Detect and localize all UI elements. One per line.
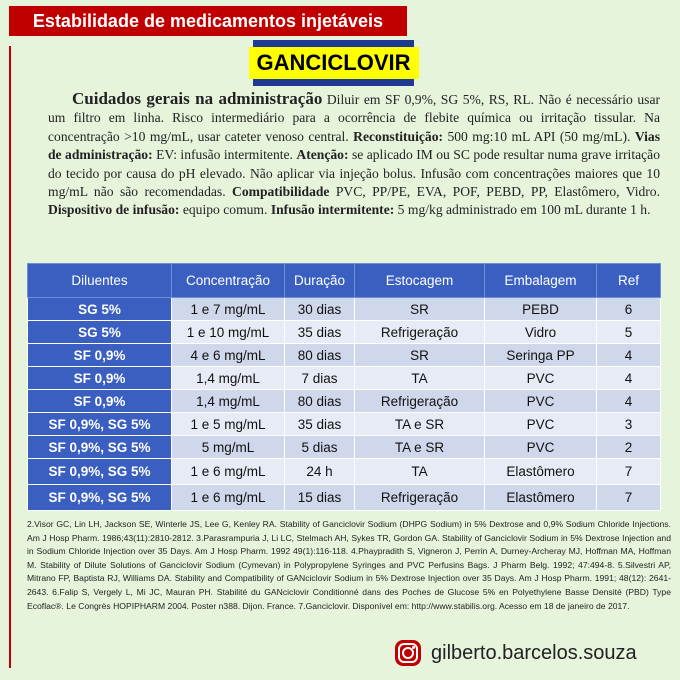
cell-estocagem: TA e SR [355,413,485,436]
left-accent-bar [9,46,11,668]
instagram-icon [395,640,421,666]
header-embalagem: Embalagem [485,264,597,298]
drug-name-box [253,40,414,86]
cell-estocagem: TA [355,459,485,485]
cell-duracao: 24 h [285,459,355,485]
header-ref: Ref [597,264,661,298]
cell-diluente: SF 0,9% [28,367,172,390]
table-row [28,459,661,485]
administration-heading: Cuidados gerais na administração [72,89,323,108]
table-row [28,321,661,344]
cell-ref: 7 [597,485,661,511]
cell-embalagem: Elastômero [485,485,597,511]
cell-embalagem: Elastômero [485,459,597,485]
administration-text [48,90,660,220]
vias-label: Vias de administração: [48,128,660,163]
header-estocagem: Estocagem [355,264,485,298]
cell-diluente: SG 5% [28,321,172,344]
cell-ref: 5 [597,321,661,344]
cell-estocagem: TA [355,367,485,390]
disp-label: Dispositivo de infusão: [48,202,180,218]
stability-table [27,263,661,511]
cell-diluente: SF 0,9%, SG 5% [28,485,172,511]
cell-estocagem: SR [355,298,485,321]
cell-ref: 3 [597,413,661,436]
cell-concentracao: 1 e 6 mg/mL [172,485,285,511]
instagram-credit[interactable] [395,640,637,666]
cell-estocagem: Refrigeração [355,321,485,344]
cell-concentracao: 1 e 6 mg/mL [172,459,285,485]
drug-name: GANCICLOVIR [249,47,419,79]
recon-label: Reconstituição: [353,128,444,144]
cell-duracao: 80 dias [285,344,355,367]
text-p1: Diluir em SF 0,9%, SG 5%, RS, RL. Não é necessário usar um filtro em linha. Risco intermediário para a ocorrência de flebite química ou irritação tissular. Na concentração >10 mg/mL, usar cateter venoso central. [48,92,661,144]
cell-embalagem: PVC [485,413,597,436]
table-row [28,390,661,413]
cell-diluente: SF 0,9%, SG 5% [28,436,172,459]
cell-ref: 4 [597,390,661,413]
cell-duracao: 15 dias [285,485,355,511]
cell-estocagem: SR [355,344,485,367]
disp-text: equipo comum. [179,202,271,218]
cell-duracao: 30 dias [285,298,355,321]
cell-duracao: 35 dias [285,321,355,344]
cell-concentracao: 1 e 7 mg/mL [172,298,285,321]
cell-ref: 4 [597,367,661,390]
table-row [28,485,661,511]
cell-concentracao: 1,4 mg/mL [172,367,285,390]
cell-embalagem: PVC [485,390,597,413]
table-row [28,413,661,436]
cell-embalagem: PVC [485,367,597,390]
table-row [28,367,661,390]
header-diluentes: Diluentes [28,264,172,298]
cell-diluente: SF 0,9% [28,390,172,413]
cell-ref: 6 [597,298,661,321]
cell-diluente: SG 5% [28,298,172,321]
cell-diluente: SF 0,9% [28,344,172,367]
instagram-handle[interactable]: gilberto.barcelos.souza [431,641,637,664]
cell-embalagem: Vidro [485,321,597,344]
compat-label: Compatibilidade [232,184,330,200]
table-header-row [28,264,661,298]
references: 2.Visor GC, Lin LH, Jackson SE, Winterle JS, Lee G, Kenley RA. Stability of Ganciclovir Sodium (DHPG Sodium) in 5% Dextrose and 0,9% Sodium Chloride Injections. Am J Hosp Pharm. 1986;43(11):2810-2812. 3.Parasrampuria J, Li LC, Stelmach AH, Sykes TR, Gordon GA. Stability of Ganciclovir Sodium in 5% Dextrose Injection and in Sodium Chloride Injection over 35 Days. Am J Hosp Pharm. 1992 49(1):116-118. 4.Phaypradith S, Vigneron J, Perrin A, Durney-Archeray MJ, Hoffman MA, Hoffman M. Stability of Dilute Solutions of Ganciclovir Sodium (Cymevan) in Polypropylene Syringes and PVC Perfusins Bags. J Pharm Belg. 1992; 47:494-8. 5.Silvestri AP, Mitrano FP, Baptista RJ, Williams DA. Stability and Compatibility of GANciclovir Sodium in 5% Dextrose Injection over 35 Days. Am J Hosp Pharm. 1991; 48(12): 2641-2643. 6.Falip S, Vergely L, Mi JC, Mauran PH. Stabilité du GANciclovir Conditionné dans des Poches de Glucose 5% en Polyethylene Basse Densité (PBD) Type Ecoflac®. Le Congrès HOPIPHARM 2004. Poster n388. Dijon. France. 7.Ganciclovir. Disponível em: http://www.stabilis.org. Acesso em 18 de janeiro de 2017. [27,519,671,611]
cell-ref: 2 [597,436,661,459]
cell-estocagem: Refrigeração [355,390,485,413]
header-duracao: Duração [285,264,355,298]
header-concentracao: Concentração [172,264,285,298]
atencao-label: Atenção: [296,147,349,163]
cell-embalagem: PVC [485,436,597,459]
cell-duracao: 35 dias [285,413,355,436]
cell-diluente: SF 0,9%, SG 5% [28,413,172,436]
cell-concentracao: 1,4 mg/mL [172,390,285,413]
cell-concentracao: 1 e 10 mg/mL [172,321,285,344]
cell-duracao: 5 dias [285,436,355,459]
cell-concentracao: 5 mg/mL [172,436,285,459]
page-title: Estabilidade de medicamentos injetáveis [9,6,407,36]
cell-embalagem: PEBD [485,298,597,321]
inf-label: Infusão intermitente: [270,202,395,218]
vias-text: EV: infusão intermitente. [152,147,297,163]
cell-embalagem: Seringa PP [485,344,597,367]
table-row [28,298,661,321]
cell-duracao: 80 dias [285,390,355,413]
cell-ref: 4 [597,344,661,367]
recon-text: 500 mg:10 mL API (50 mg/mL). [443,128,635,144]
cell-duracao: 7 dias [285,367,355,390]
cell-diluente: SF 0,9%, SG 5% [28,459,172,485]
cell-concentracao: 1 e 5 mg/mL [172,413,285,436]
cell-estocagem: Refrigeração [355,485,485,511]
table-row [28,436,661,459]
inf-text: 5 mg/kg administrado em 100 mL durante 1 h. [394,202,651,218]
atencao-text: se aplicado IM ou SC pode resultar numa grave irritação do tecido por causa do pH elevado. Não aplicar via injeção bolus. Infusão com concentrações maiores que 10 mg/mL não são recomendadas. [48,147,661,200]
cell-estocagem: TA e SR [355,436,485,459]
compat-text: PVC, PP/PE, EVA, POF, PEBD, PP, Elastômero, Vidro. [329,184,660,200]
table-row [28,344,661,367]
cell-concentracao: 4 e 6 mg/mL [172,344,285,367]
cell-ref: 7 [597,459,661,485]
